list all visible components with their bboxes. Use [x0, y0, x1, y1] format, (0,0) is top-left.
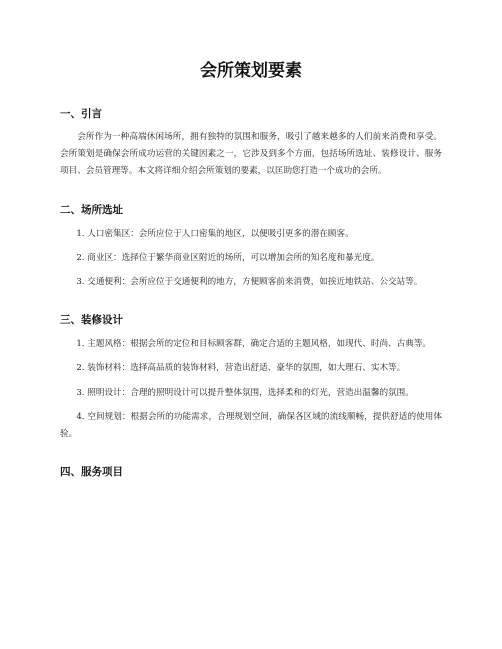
design-item-1: 1. 主题风格：根据会所的定位和目标顾客群，确定合适的主题风格，如现代、时尚、古典等。 — [76, 339, 432, 350]
design-item-2: 2. 装饰材料：选择高品质的装饰材料，营造出舒适、豪华的氛围，如大理石、实木等。 — [76, 363, 406, 374]
site-item-1: 1. 人口密集区：会所应位于人口密集的地区，以便吸引更多的潜在顾客。 — [76, 228, 354, 239]
design-item-4: 4. 空间规划：根据会所的功能需求，合理规划空间，确保各区域的流线顺畅，提供舒适的使用体验。 — [60, 411, 442, 440]
design-item-3: 3. 照明设计：合理的照明设计可以提升整体氛围，选择柔和的灯光，营造出温馨的氛围。 — [76, 387, 414, 398]
section-heading-introduction: 一、引言 — [60, 108, 102, 120]
section-heading-service-items: 四、服务项目 — [60, 466, 123, 479]
intro-paragraph: 会所作为一种高端休闲场所，拥有独特的氛围和服务，吸引了越来越多的人们前来消费和享受。会所策划是确保会所成功运营的关键因素之一，它涉及到多个方面，包括场所选址、装修设计、服务项目、会员管理等。本文将详细介绍会所策划的要素，以匡助您打造一个成功的会所。 — [60, 132, 442, 177]
document-title: 会所策划要素 — [200, 61, 302, 81]
site-item-3: 3. 交通便利：会所应位于交通便利的地方，方便顾客前来消费，如挨近地铁站、公交站等。 — [76, 277, 423, 288]
section-heading-decoration-design: 三、装修设计 — [60, 314, 123, 327]
site-item-2: 2. 商业区：选择位于繁华商业区附近的场所，可以增加会所的知名度和暴光度。 — [76, 252, 380, 263]
section-heading-site-selection: 二、场所选址 — [60, 203, 123, 216]
